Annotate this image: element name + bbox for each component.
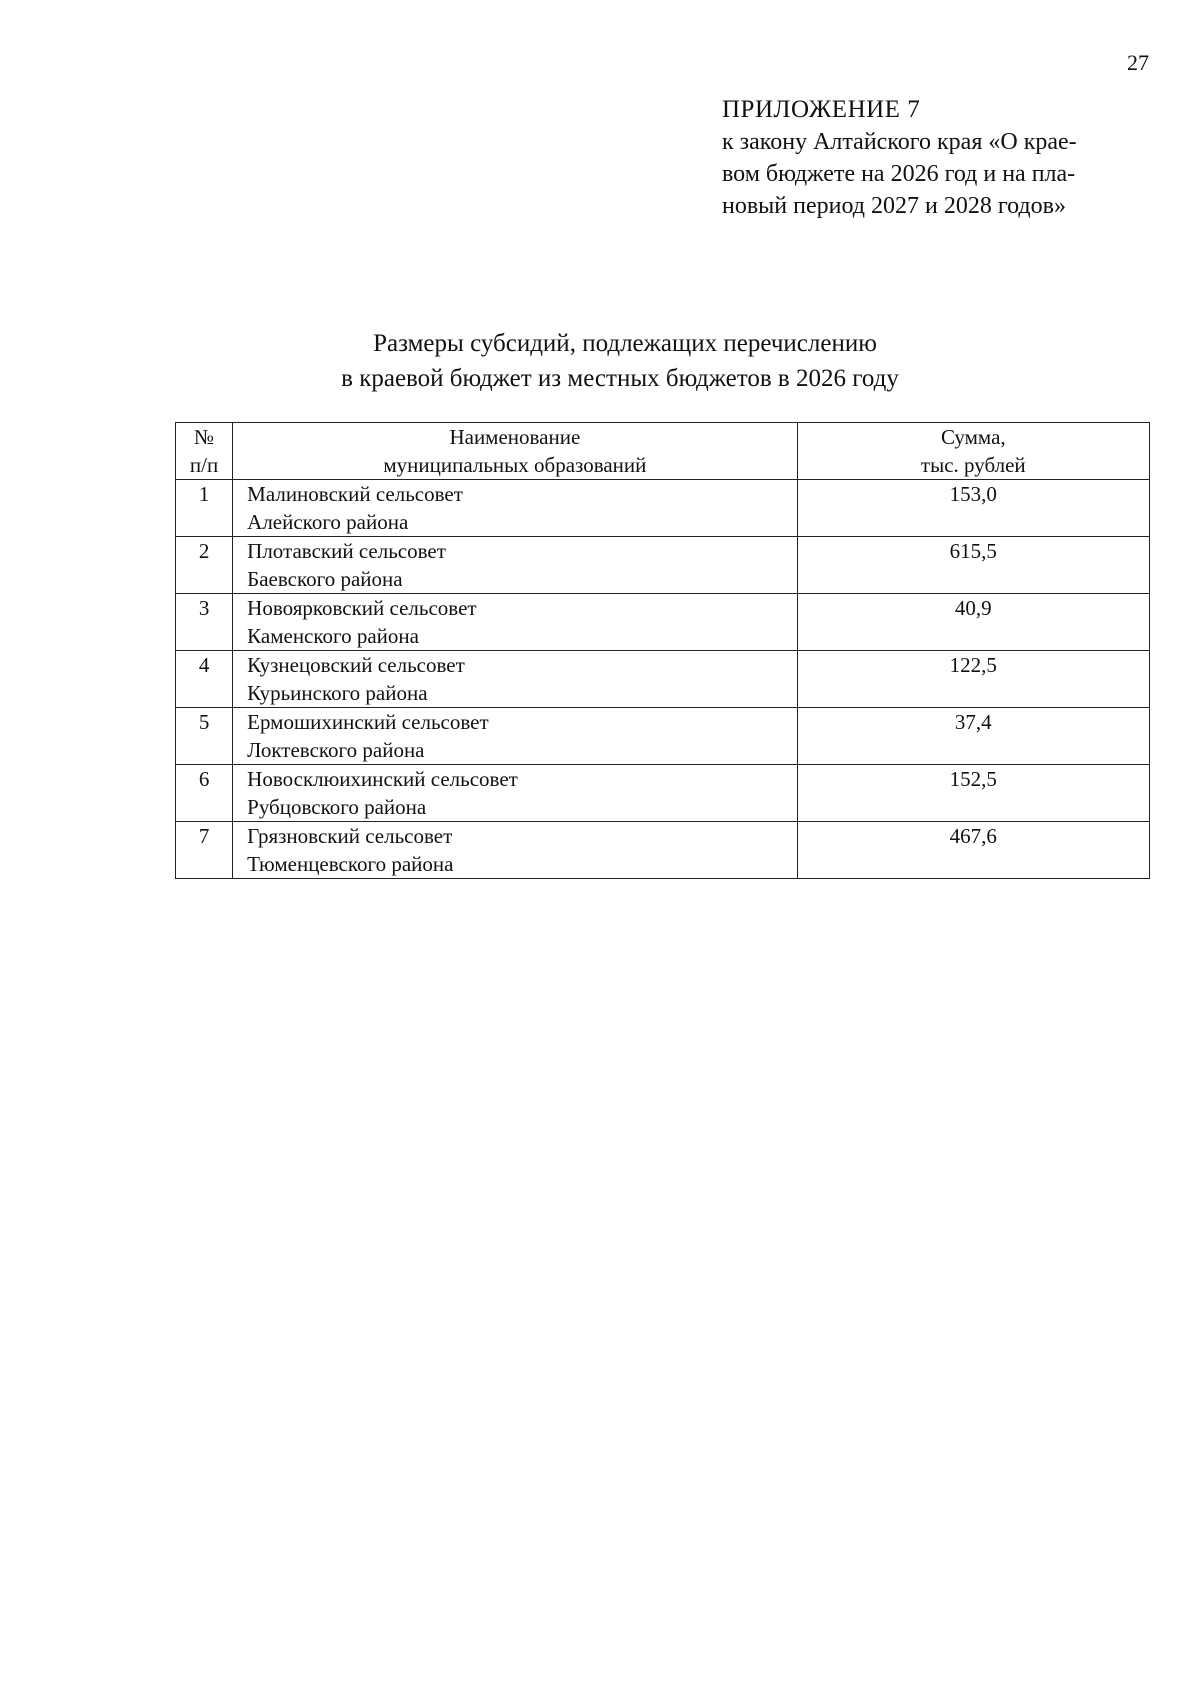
table-row: [176, 651, 1150, 708]
row-name-line2: Тюменцевского района: [247, 852, 454, 876]
row-num: 1: [176, 480, 233, 537]
header-sum: [797, 423, 1149, 480]
row-num: 2: [176, 537, 233, 594]
row-name-line2: Алейского района: [247, 510, 409, 534]
row-name-line1: Новоярковский сельсовет: [247, 596, 477, 620]
header-num: [176, 423, 233, 480]
header-name: [233, 423, 797, 480]
document-title-line: в краевой бюджет из местных бюджетов в 2026 году: [341, 365, 899, 392]
row-name-line2: Рубцовского района: [247, 795, 427, 819]
row-name-line1: Кузнецовский сельсовет: [247, 653, 465, 677]
table-row: [176, 594, 1150, 651]
row-sum: 152,5: [797, 765, 1149, 822]
row-name-line2: Баевского района: [247, 567, 403, 591]
row-name: [233, 822, 797, 879]
row-name: [233, 480, 797, 537]
header-name-line2: муниципальных образований: [383, 453, 647, 477]
table-row: [176, 822, 1150, 879]
row-num: 7: [176, 822, 233, 879]
appendix-title: ПРИЛОЖЕНИЕ 7: [722, 96, 921, 123]
header-num-line1: №: [194, 425, 215, 449]
row-sum: 467,6: [797, 822, 1149, 879]
appendix-line: новый период 2027 и 2028 годов»: [722, 193, 1066, 219]
row-num: 6: [176, 765, 233, 822]
row-name-line2: Курьинского района: [247, 681, 428, 705]
row-name: [233, 765, 797, 822]
row-sum: 615,5: [797, 537, 1149, 594]
row-name: [233, 594, 797, 651]
row-name-line1: Малиновский сельсовет: [247, 482, 463, 506]
header-sum-line1: Сумма,: [940, 425, 1006, 449]
header-name-line1: Наименование: [449, 425, 581, 449]
table-row: [176, 537, 1150, 594]
row-name: [233, 537, 797, 594]
row-name: [233, 708, 797, 765]
document-title-line: Размеры субсидий, подлежащих перечислению: [373, 330, 877, 357]
header-sum-line2: тыс. рублей: [920, 453, 1026, 477]
table-header-row: [176, 423, 1150, 480]
row-name: [233, 651, 797, 708]
subsidy-table: [175, 422, 1150, 879]
table-row: [176, 480, 1150, 537]
row-name-line1: Грязновский сельсовет: [247, 824, 453, 848]
appendix-block: [722, 94, 1152, 222]
row-sum: 153,0: [797, 480, 1149, 537]
table-row: [176, 708, 1150, 765]
row-name-line1: Ермошихинский сельсовет: [247, 710, 489, 734]
row-sum: 122,5: [797, 651, 1149, 708]
page-number: 27: [1127, 50, 1149, 75]
row-name-line1: Новосклюихинский сельсовет: [247, 767, 518, 791]
appendix-line: вом бюджете на 2026 год и на пла-: [722, 161, 1076, 187]
table-row: [176, 765, 1150, 822]
row-num: 4: [176, 651, 233, 708]
row-name-line2: Локтевского района: [247, 738, 425, 762]
row-num: 3: [176, 594, 233, 651]
header-num-line2: п/п: [189, 453, 219, 477]
document-title: [0, 326, 1200, 396]
row-num: 5: [176, 708, 233, 765]
row-name-line2: Каменского района: [247, 624, 419, 648]
row-name-line1: Плотавский сельсовет: [247, 539, 446, 563]
row-sum: 37,4: [797, 708, 1149, 765]
row-sum: 40,9: [797, 594, 1149, 651]
appendix-line: к закону Алтайского края «О крае-: [722, 129, 1077, 155]
